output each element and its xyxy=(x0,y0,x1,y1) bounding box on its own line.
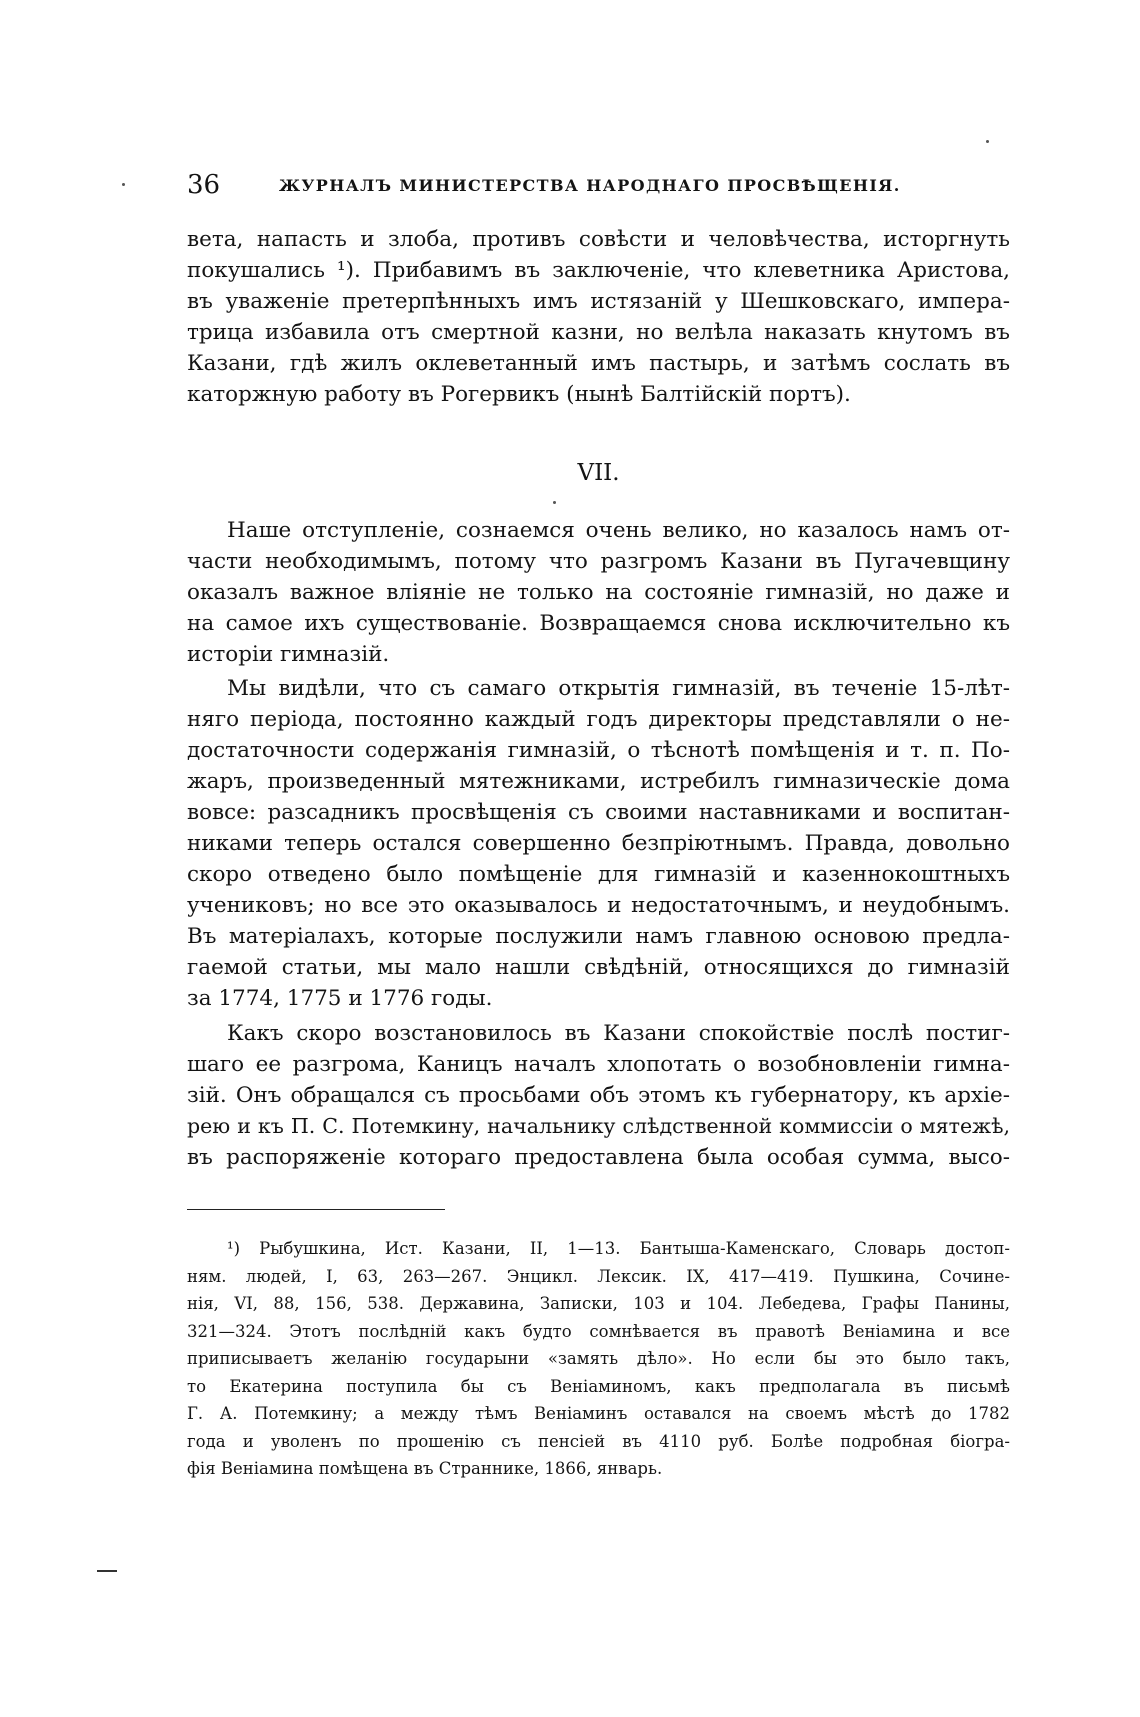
text-line: каторжную работу въ Рогервикъ (нынѣ Балтійскій портъ). xyxy=(187,382,851,407)
footnote-line: нія, VI, 88, 156, 538. Державина, Записки, 103 и 104. Лебедева, Графы Панины, xyxy=(187,1294,1010,1313)
text-line: Казани, гдѣ жилъ оклеветанный имъ пастырь, и затѣмъ сослать въ xyxy=(187,351,1010,376)
text-line: жаръ, произведенный мятежниками, истребилъ гимназическіе дома xyxy=(187,769,1010,794)
text-line: въ уваженіе претерпѣнныхъ имъ истязаній у Шешковскаго, импера- xyxy=(187,289,1010,314)
text-line: шаго ее разгрома, Каницъ началъ хлопотать о возобновленіи гимна- xyxy=(187,1052,1010,1077)
text-line: учениковъ; но все это оказывалось и недостаточнымъ, и неудобнымъ. xyxy=(187,893,1010,918)
intro-paragraph xyxy=(187,224,1010,410)
text-line: вета, напасть и злоба, противъ совѣсти и человѣчества, исторгнуть xyxy=(187,227,1010,252)
text-line: на самое ихъ существованіе. Возвращаемся снова исключительно къ xyxy=(187,611,1010,636)
text-line: зій. Онъ обращался съ просьбами объ этомъ къ губернатору, къ архіе- xyxy=(187,1083,1010,1108)
footnote xyxy=(187,1235,1010,1483)
text-line: въ распоряженіе котораго предоставлена была особая сумма, высо- xyxy=(187,1145,1010,1170)
text-line: за 1774, 1775 и 1776 годы. xyxy=(187,986,493,1011)
text-line: трица избавила отъ смертной казни, но велѣла наказать кнутомъ въ xyxy=(187,320,1010,345)
footnote-line: ¹) Рыбушкина, Ист. Казани, II, 1—13. Бантыша-Каменскаго, Словарь достоп- xyxy=(227,1239,1010,1258)
footnote-line: фія Веніамина помѣщена въ Страннике, 1866, январь. xyxy=(187,1459,663,1478)
scan-speck xyxy=(986,140,989,143)
text-line: вовсе: разсадникъ просвѣщенія съ своими наставниками и воспитан- xyxy=(187,800,1010,825)
footnote-line: 321—324. Этотъ послѣдній какъ будто сомнѣвается въ правотѣ Веніамина и все xyxy=(187,1321,1010,1341)
paragraph-1 xyxy=(187,515,1010,670)
footnote-line: ням. людей, I, 63, 263—267. Энцикл. Лексик. IX, 417—419. Пушкина, Сочине- xyxy=(187,1266,1010,1286)
page-number: 36 xyxy=(187,170,221,200)
text-line: достаточности содержанія гимназій, о тѣснотѣ помѣщенія и т. п. По- xyxy=(187,738,1010,763)
text-line: няго періода, постоянно каждый годъ директоры представляли о не- xyxy=(187,707,1010,732)
text-line: Мы видѣли, что съ самаго открытія гимназій, въ теченіе 15-лѣт- xyxy=(227,676,1010,701)
paragraph-3 xyxy=(187,1018,1010,1173)
footnote-line: Г. А. Потемкину; а между тѣмъ Веніаминъ оставался на своемъ мѣстѣ до 1782 xyxy=(187,1404,1010,1423)
scan-speck xyxy=(553,501,556,504)
footnote-line: то Екатерина поступила бы съ Веніаминомъ, какъ предполагала въ письмѣ xyxy=(187,1376,1010,1396)
running-head xyxy=(187,168,1010,208)
text-line: рею и къ П. С. Потемкину, начальнику слѣдственной коммиссіи о мятежѣ, xyxy=(187,1114,1010,1138)
text-line: скоро отведено было помѣщеніе для гимназій и казеннокоштныхъ xyxy=(187,862,1010,887)
text-line: Въ матеріалахъ, которые послужили намъ главною основою предла- xyxy=(187,924,1010,949)
section-heading: VII. xyxy=(577,460,620,486)
text-line: части необходимымъ, потому что разгромъ Казани въ Пугачевщину xyxy=(187,549,1010,574)
footnote-line: года и уволенъ по прошенію съ пенсіей въ 4110 руб. Болѣе подробная біогра- xyxy=(187,1431,1010,1451)
margin-mark xyxy=(97,1570,117,1572)
footnote-line: приписываетъ желанію государыни «замять дѣло». Но если бы это было такъ, xyxy=(187,1349,1010,1368)
text-line: исторіи гимназій. xyxy=(187,642,390,667)
text-line: Наше отступленіе, сознаемся очень велико, но казалось намъ от- xyxy=(227,518,1010,543)
scan-speck xyxy=(122,183,125,186)
text-line: покушались ¹). Прибавимъ въ заключеніе, что клеветника Аристова, xyxy=(187,258,1010,283)
journal-title: ЖУРНАЛЪ МИНИСТЕРСТВА НАРОДНАГО ПРОСВѢЩЕНІЯ. xyxy=(279,176,901,195)
text-line: оказалъ важное вліяніе не только на состояніе гимназій, но даже и xyxy=(187,580,1010,605)
text-line: Какъ скоро возстановилось въ Казани спокойствіе послѣ постиг- xyxy=(227,1021,1010,1046)
text-line: никами теперь остался совершенно безпріютнымъ. Правда, довольно xyxy=(187,831,1010,856)
paragraph-2 xyxy=(187,673,1010,1014)
footnote-separator xyxy=(187,1209,445,1210)
text-line: гаемой статьи, мы мало нашли свѣдѣній, относящихся до гимназій xyxy=(187,955,1010,980)
